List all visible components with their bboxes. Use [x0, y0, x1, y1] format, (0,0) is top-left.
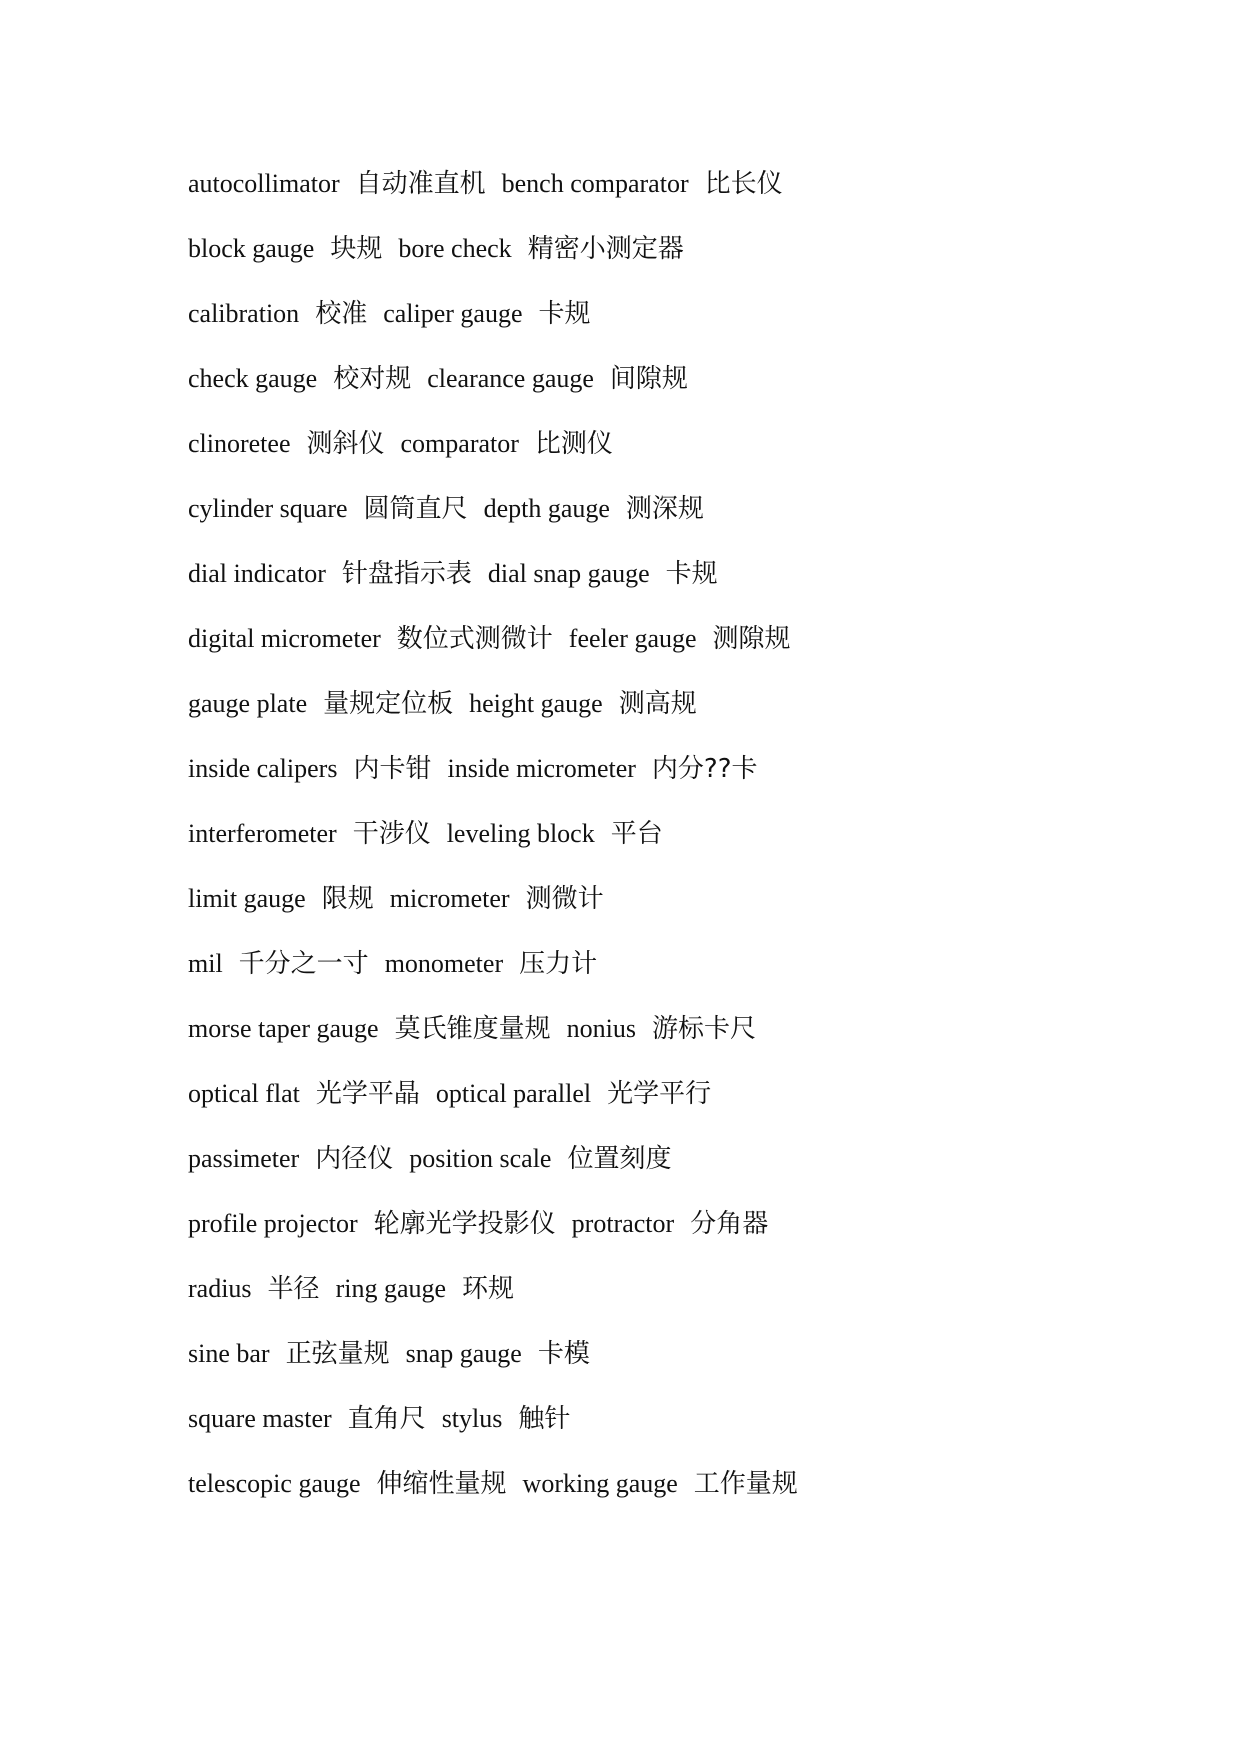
glossary-line — [188, 678, 1188, 743]
term-en: inside micrometer — [447, 754, 636, 783]
term-en: interferometer — [188, 819, 337, 848]
term-en: cylinder square — [188, 494, 348, 523]
term-en: check gauge — [188, 364, 318, 393]
term-zh: 分角器 — [690, 1209, 769, 1239]
term-en: optical flat — [188, 1079, 300, 1108]
term-en: dial indicator — [188, 559, 326, 588]
term-en: nonius — [566, 1014, 636, 1043]
glossary-line — [188, 158, 1188, 223]
term-en: leveling block — [446, 819, 595, 848]
term-en: autocollimator — [188, 169, 340, 198]
term-zh: 量规定位板 — [323, 689, 454, 719]
term-en: mil — [188, 949, 223, 978]
term-zh: 圆筒直尺 — [363, 494, 468, 524]
term-en: clinoretee — [188, 429, 291, 458]
term-en: optical parallel — [435, 1079, 592, 1108]
term-en: protractor — [571, 1209, 675, 1238]
term-en: micrometer — [389, 884, 510, 913]
term-en: block gauge — [188, 234, 315, 263]
glossary-line — [188, 353, 1188, 418]
term-zh: 正弦量规 — [285, 1339, 390, 1369]
term-zh: 测高规 — [618, 689, 697, 719]
glossary-line — [188, 548, 1188, 613]
term-zh: 自动准直机 — [355, 169, 486, 199]
term-zh: 位置刻度 — [567, 1144, 672, 1174]
term-zh: 间隙规 — [609, 364, 688, 394]
term-en: calibration — [188, 299, 300, 328]
term-zh: 块规 — [330, 234, 383, 264]
glossary-line — [188, 288, 1188, 353]
term-en: digital micrometer — [188, 624, 381, 653]
term-zh: 数位式测微计 — [396, 624, 553, 654]
term-en: position scale — [409, 1144, 552, 1173]
term-zh: 伸缩性量规 — [376, 1469, 507, 1499]
term-zh: 卡规 — [538, 299, 591, 329]
term-zh: 精密小测定器 — [527, 234, 684, 264]
term-zh: 比测仪 — [534, 429, 613, 459]
term-en: profile projector — [188, 1209, 358, 1238]
term-zh: 光学平晶 — [315, 1079, 420, 1109]
term-en: limit gauge — [188, 884, 306, 913]
glossary-line — [188, 1458, 1188, 1523]
term-zh: 内径仪 — [315, 1144, 394, 1174]
glossary-line — [188, 1003, 1188, 1068]
term-en: caliper gauge — [383, 299, 523, 328]
term-en: comparator — [400, 429, 519, 458]
glossary-line — [188, 1393, 1188, 1458]
term-zh: 测深规 — [625, 494, 704, 524]
term-zh: 半径 — [267, 1274, 320, 1304]
glossary-line — [188, 418, 1188, 483]
term-en: morse taper gauge — [188, 1014, 379, 1043]
term-en: stylus — [441, 1404, 503, 1433]
glossary-line — [188, 743, 1188, 808]
term-en: height gauge — [469, 689, 603, 718]
term-en: feeler gauge — [568, 624, 697, 653]
glossary-line — [188, 1328, 1188, 1393]
term-en: clearance gauge — [427, 364, 594, 393]
term-zh: 光学平行 — [607, 1079, 712, 1109]
glossary-line — [188, 483, 1188, 548]
glossary-line — [188, 223, 1188, 288]
term-zh: 测隙规 — [712, 624, 791, 654]
term-zh: 测微计 — [525, 884, 604, 914]
glossary-line — [188, 1263, 1188, 1328]
term-zh: 校准 — [315, 299, 368, 329]
term-zh: 压力计 — [519, 949, 598, 979]
term-en: ring gauge — [335, 1274, 447, 1303]
term-en: bench comparator — [501, 169, 689, 198]
term-zh: 内卡钳 — [353, 754, 432, 784]
term-zh: 平台 — [610, 819, 663, 849]
term-zh: 莫氏锥度量规 — [394, 1014, 551, 1044]
term-zh: 卡规 — [665, 559, 718, 589]
term-en: gauge plate — [188, 689, 308, 718]
term-en: depth gauge — [483, 494, 610, 523]
term-en: telescopic gauge — [188, 1469, 361, 1498]
glossary-line — [188, 1198, 1188, 1263]
term-en: square master — [188, 1404, 332, 1433]
term-zh: 直角尺 — [347, 1404, 426, 1434]
term-zh: 卡模 — [537, 1339, 590, 1369]
term-en: passimeter — [188, 1144, 300, 1173]
term-zh: 触针 — [518, 1404, 571, 1434]
glossary-line — [188, 613, 1188, 678]
term-en: dial snap gauge — [487, 559, 650, 588]
term-zh: 针盘指示表 — [341, 559, 472, 589]
term-zh: 内分??卡 — [651, 754, 758, 784]
term-zh: 干涉仪 — [352, 819, 431, 849]
term-en: bore check — [398, 234, 512, 263]
term-zh: 游标卡尺 — [651, 1014, 756, 1044]
term-zh: 比长仪 — [704, 169, 783, 199]
glossary-line — [188, 938, 1188, 1003]
term-zh: 限规 — [321, 884, 374, 914]
term-en: inside calipers — [188, 754, 338, 783]
term-en: sine bar — [188, 1339, 270, 1368]
glossary-line — [188, 873, 1188, 938]
term-en: monometer — [384, 949, 504, 978]
term-zh: 轮廓光学投影仪 — [373, 1209, 556, 1239]
term-zh: 环规 — [462, 1274, 515, 1304]
glossary-line — [188, 808, 1188, 873]
glossary-line — [188, 1068, 1188, 1133]
term-zh: 工作量规 — [693, 1469, 798, 1499]
term-en: snap gauge — [405, 1339, 522, 1368]
term-zh: 校对规 — [333, 364, 412, 394]
term-zh: 千分之一寸 — [238, 949, 369, 979]
term-zh: 测斜仪 — [306, 429, 385, 459]
term-en: working gauge — [522, 1469, 678, 1498]
glossary-list — [188, 158, 1188, 1523]
glossary-line — [188, 1133, 1188, 1198]
term-en: radius — [188, 1274, 252, 1303]
